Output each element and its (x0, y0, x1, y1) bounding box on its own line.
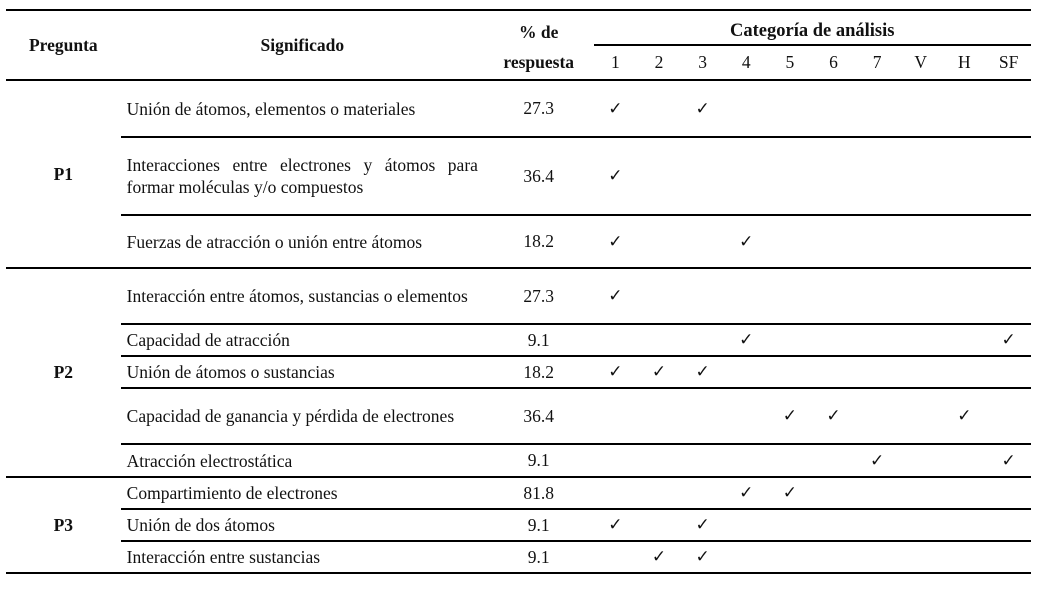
check-icon: ✓ (768, 477, 812, 509)
significado-cell: Fuerzas de atracción o unión entre átomos (121, 215, 484, 268)
category-cell-empty (768, 215, 812, 268)
category-cell-empty (986, 268, 1031, 324)
check-icon: ✓ (681, 356, 725, 388)
category-cell-empty (855, 477, 899, 509)
category-cell-empty (637, 268, 681, 324)
category-cell-empty (899, 324, 943, 356)
table-row (6, 541, 1031, 573)
category-cell-empty (812, 444, 856, 477)
category-cell-empty (681, 444, 725, 477)
header-porcentaje-line2: respuesta (484, 45, 594, 80)
porcentaje-cell: 9.1 (484, 444, 594, 477)
check-icon: ✓ (594, 137, 638, 215)
category-cell-empty (724, 80, 768, 137)
category-cell-empty (637, 477, 681, 509)
category-cell-empty (681, 324, 725, 356)
check-icon: ✓ (681, 509, 725, 541)
significado-cell: Unión de dos átomos (121, 509, 484, 541)
pregunta-label: P2 (6, 268, 121, 477)
category-cell-empty (637, 215, 681, 268)
category-cell-empty (943, 356, 987, 388)
category-cell-empty (812, 215, 856, 268)
category-cell-empty (899, 137, 943, 215)
category-cell-empty (855, 215, 899, 268)
category-cell-empty (986, 80, 1031, 137)
category-cell-empty (812, 80, 856, 137)
category-cell-empty (637, 444, 681, 477)
category-cell-empty (637, 509, 681, 541)
check-icon: ✓ (855, 444, 899, 477)
check-icon: ✓ (724, 324, 768, 356)
category-cell-empty (724, 356, 768, 388)
check-icon: ✓ (768, 388, 812, 444)
category-cell-empty (943, 477, 987, 509)
category-cell-empty (899, 268, 943, 324)
category-cell-empty (855, 509, 899, 541)
category-cell-empty (855, 324, 899, 356)
category-cell-empty (943, 268, 987, 324)
category-cell-empty (899, 356, 943, 388)
table-row (6, 388, 1031, 444)
category-cell-empty (943, 324, 987, 356)
pregunta-label: P1 (53, 163, 74, 184)
category-cell-empty (812, 477, 856, 509)
significado-cell: Capacidad de ganancia y pérdida de electrones (121, 388, 484, 444)
category-cell-empty (855, 388, 899, 444)
category-cell-empty (855, 137, 899, 215)
table-row (6, 444, 1031, 477)
significado-cell: Compartimiento de electrones (121, 477, 484, 509)
category-cell-empty (899, 215, 943, 268)
category-cell-empty (724, 541, 768, 573)
header-category-h: H (943, 45, 987, 80)
category-cell-empty (681, 268, 725, 324)
check-icon: ✓ (594, 268, 638, 324)
category-cell-empty (899, 477, 943, 509)
category-cell-empty (637, 137, 681, 215)
porcentaje-cell: 18.2 (484, 356, 594, 388)
category-cell-empty (594, 388, 638, 444)
category-cell-empty (768, 356, 812, 388)
porcentaje-cell: 81.8 (484, 477, 594, 509)
table-row (6, 477, 1031, 509)
check-icon: ✓ (637, 356, 681, 388)
category-cell-empty (943, 80, 987, 137)
significado-cell: Interacciones entre electrones y átomos para formar moléculas y/o compuestos (121, 137, 484, 215)
porcentaje-cell: 9.1 (484, 324, 594, 356)
check-icon: ✓ (594, 509, 638, 541)
category-cell-empty (899, 541, 943, 573)
category-cell-empty (899, 444, 943, 477)
analysis-table-container (6, 9, 1031, 574)
category-cell-empty (812, 324, 856, 356)
category-cell-empty (812, 356, 856, 388)
category-cell-empty (681, 137, 725, 215)
category-cell-empty (943, 215, 987, 268)
category-cell-empty (943, 137, 987, 215)
category-cell-empty (899, 388, 943, 444)
table-row (6, 137, 1031, 215)
category-cell-empty (986, 477, 1031, 509)
significado-cell: Capacidad de atracción (121, 324, 484, 356)
category-cell-empty (855, 541, 899, 573)
category-cell-empty (637, 324, 681, 356)
header-pregunta: Pregunta (6, 10, 121, 80)
category-cell-empty (768, 444, 812, 477)
porcentaje-cell: 9.1 (484, 541, 594, 573)
analysis-table (6, 9, 1031, 574)
significado-cell: Atracción electrostática (121, 444, 484, 477)
category-cell-empty (986, 137, 1031, 215)
significado-cell: Interacción entre sustancias (121, 541, 484, 573)
porcentaje-cell: 36.4 (484, 388, 594, 444)
category-cell-empty (681, 477, 725, 509)
porcentaje-cell: 27.3 (484, 268, 594, 324)
header-category-3: 3 (681, 45, 725, 80)
category-cell-empty (899, 80, 943, 137)
table-row (6, 80, 1031, 137)
significado-cell: Unión de átomos, elementos o materiales (126, 98, 416, 119)
check-icon: ✓ (812, 388, 856, 444)
category-cell-empty (681, 388, 725, 444)
category-cell-empty (986, 388, 1031, 444)
significado-cell: Unión de átomos o sustancias (121, 356, 484, 388)
category-cell-empty (724, 509, 768, 541)
check-icon: ✓ (986, 444, 1031, 477)
category-cell-empty (986, 215, 1031, 268)
category-cell-empty (855, 356, 899, 388)
significado-cell: Interacción entre átomos, sustancias o elementos (121, 268, 484, 324)
header-category-1: 1 (594, 45, 638, 80)
table-row (6, 509, 1031, 541)
header-category-6: 6 (812, 45, 856, 80)
category-cell-empty (986, 356, 1031, 388)
category-cell-empty (855, 268, 899, 324)
category-cell-empty (768, 80, 812, 137)
category-cell-empty (768, 137, 812, 215)
category-cell-empty (594, 477, 638, 509)
category-cell-empty (943, 509, 987, 541)
header-category-7: 7 (855, 45, 899, 80)
category-cell-empty (986, 509, 1031, 541)
header-porcentaje-line1: % de (484, 10, 594, 45)
category-cell-empty (594, 324, 638, 356)
pregunta-label: P3 (6, 477, 121, 573)
category-cell-empty (681, 215, 725, 268)
category-cell-empty (943, 541, 987, 573)
category-cell-empty (899, 509, 943, 541)
check-icon: ✓ (608, 98, 623, 118)
category-cell-empty (812, 541, 856, 573)
category-cell-empty (855, 80, 899, 137)
porcentaje-cell: 36.4 (484, 137, 594, 215)
category-cell-empty (768, 509, 812, 541)
check-icon: ✓ (986, 324, 1031, 356)
category-cell-empty (812, 137, 856, 215)
check-icon: ✓ (943, 388, 987, 444)
category-cell-empty (724, 268, 768, 324)
category-cell-empty (943, 444, 987, 477)
check-icon: ✓ (594, 215, 638, 268)
category-cell-empty (768, 268, 812, 324)
check-icon: ✓ (724, 215, 768, 268)
check-icon: ✓ (724, 477, 768, 509)
table-row (6, 324, 1031, 356)
porcentaje-cell: 27.3 (523, 98, 555, 118)
header-category-v: V (899, 45, 943, 80)
category-cell-empty (594, 541, 638, 573)
table-header (6, 10, 1031, 80)
category-cell-empty (724, 388, 768, 444)
header-category-sf: SF (986, 45, 1031, 80)
header-categoria: Categoría de análisis (594, 10, 1031, 45)
check-icon: ✓ (695, 98, 710, 118)
table-body (6, 80, 1031, 573)
table-row (6, 215, 1031, 268)
porcentaje-cell: 9.1 (484, 509, 594, 541)
category-cell-empty (724, 137, 768, 215)
category-cell-empty (768, 541, 812, 573)
category-cell-empty (594, 444, 638, 477)
check-icon: ✓ (594, 356, 638, 388)
table-row (6, 356, 1031, 388)
category-cell-empty (812, 509, 856, 541)
header-category-2: 2 (637, 45, 681, 80)
check-icon: ✓ (637, 541, 681, 573)
header-significado: Significado (121, 10, 484, 80)
header-category-4: 4 (724, 45, 768, 80)
check-icon: ✓ (681, 541, 725, 573)
header-category-5: 5 (768, 45, 812, 80)
porcentaje-cell: 18.2 (484, 215, 594, 268)
category-cell-empty (637, 388, 681, 444)
category-cell-empty (768, 324, 812, 356)
category-cell-empty (724, 444, 768, 477)
category-cell-empty (812, 268, 856, 324)
category-cell-empty (986, 541, 1031, 573)
table-row (6, 268, 1031, 324)
category-cell-empty (637, 80, 681, 137)
